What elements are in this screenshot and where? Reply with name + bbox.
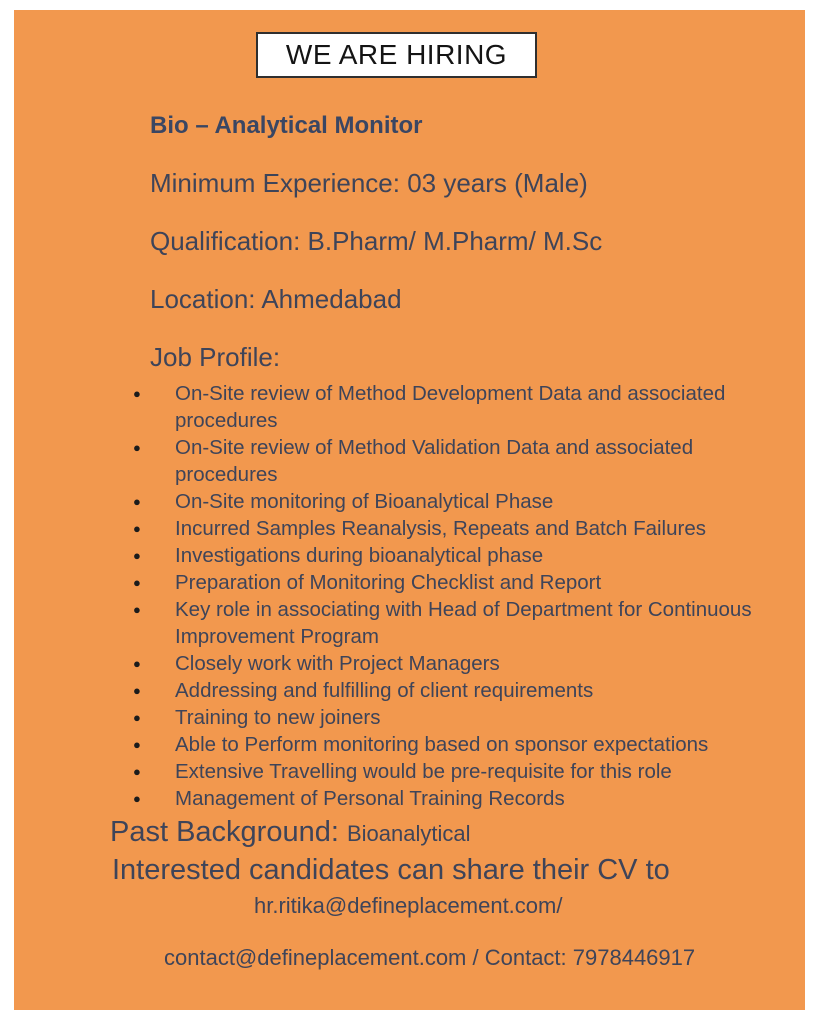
job-profile-item (14, 542, 805, 569)
email-primary: hr.ritika@defineplacement.com/ (254, 893, 563, 918)
bullet-icon: ● (133, 575, 141, 590)
job-profile-item (14, 434, 805, 488)
bullet-icon: ● (133, 440, 141, 455)
job-profile-item-text: Closely work with Project Managers (175, 652, 500, 675)
hiring-banner (256, 32, 537, 78)
cta-line: Interested candidates can share their CV to (112, 854, 670, 886)
bullet-icon: ● (133, 683, 141, 698)
job-profile-item (14, 488, 805, 515)
bullet-icon: ● (133, 521, 141, 536)
bullet-icon: ● (133, 791, 141, 806)
job-profile-item (14, 785, 805, 812)
job-profile-heading: Job Profile: (150, 342, 281, 372)
location-line: Location: Ahmedabad (150, 284, 402, 314)
job-profile-item-text: Incurred Samples Reanalysis, Repeats and Batch Failures (175, 517, 706, 540)
bullet-icon: ● (133, 386, 141, 401)
job-profile-item-text: Addressing and fulfilling of client requirements (175, 679, 594, 702)
job-profile-list (14, 380, 805, 812)
bullet-icon: ● (133, 764, 141, 779)
job-profile-item-text: On-Site monitoring of Bioanalytical Phase (175, 490, 554, 513)
bullet-icon: ● (133, 494, 141, 509)
past-background-line (110, 816, 805, 850)
job-profile-item (14, 515, 805, 542)
hiring-banner-text: WE ARE HIRING (285, 39, 508, 70)
bullet-icon: ● (133, 737, 141, 752)
job-profile-item-text: Extensive Travelling would be pre-requisite for this role (175, 760, 672, 783)
job-profile-item (14, 380, 805, 434)
job-profile-item (14, 569, 805, 596)
job-profile-item-text: Training to new joiners (175, 706, 381, 729)
job-profile-item-text: On-Site review of Method Validation Data and associated procedures (175, 436, 694, 486)
bullet-icon: ● (133, 656, 141, 671)
experience-line: Minimum Experience: 03 years (Male) (150, 168, 588, 198)
job-profile-item-text: Able to Perform monitoring based on sponsor expectations (175, 733, 709, 756)
job-profile-item (14, 650, 805, 677)
job-profile-item-text: Management of Personal Training Records (175, 787, 565, 810)
qualification-line: Qualification: B.Pharm/ M.Pharm/ M.Sc (150, 226, 603, 256)
past-background-value: Bioanalytical (346, 821, 471, 846)
job-profile-item-text: Investigations during bioanalytical phase (175, 544, 544, 567)
poster-panel (14, 10, 805, 1010)
job-profile-item-text: Key role in associating with Head of Department for Continuous Improvement Program (175, 598, 752, 648)
contact-line: contact@defineplacement.com / Contact: 7978446917 (164, 945, 696, 970)
past-background-label: Past Background: (110, 816, 347, 848)
job-profile-item (14, 704, 805, 731)
bullet-icon: ● (133, 710, 141, 725)
job-profile-item (14, 596, 805, 650)
bullet-icon: ● (133, 548, 141, 563)
job-profile-item (14, 677, 805, 704)
job-title: Bio – Analytical Monitor (150, 112, 423, 139)
job-profile-item-text: On-Site review of Method Development Data and associated procedures (175, 382, 726, 432)
job-profile-item (14, 758, 805, 785)
job-profile-item-text: Preparation of Monitoring Checklist and Report (175, 571, 602, 594)
job-profile-item (14, 731, 805, 758)
bullet-icon: ● (133, 602, 141, 617)
